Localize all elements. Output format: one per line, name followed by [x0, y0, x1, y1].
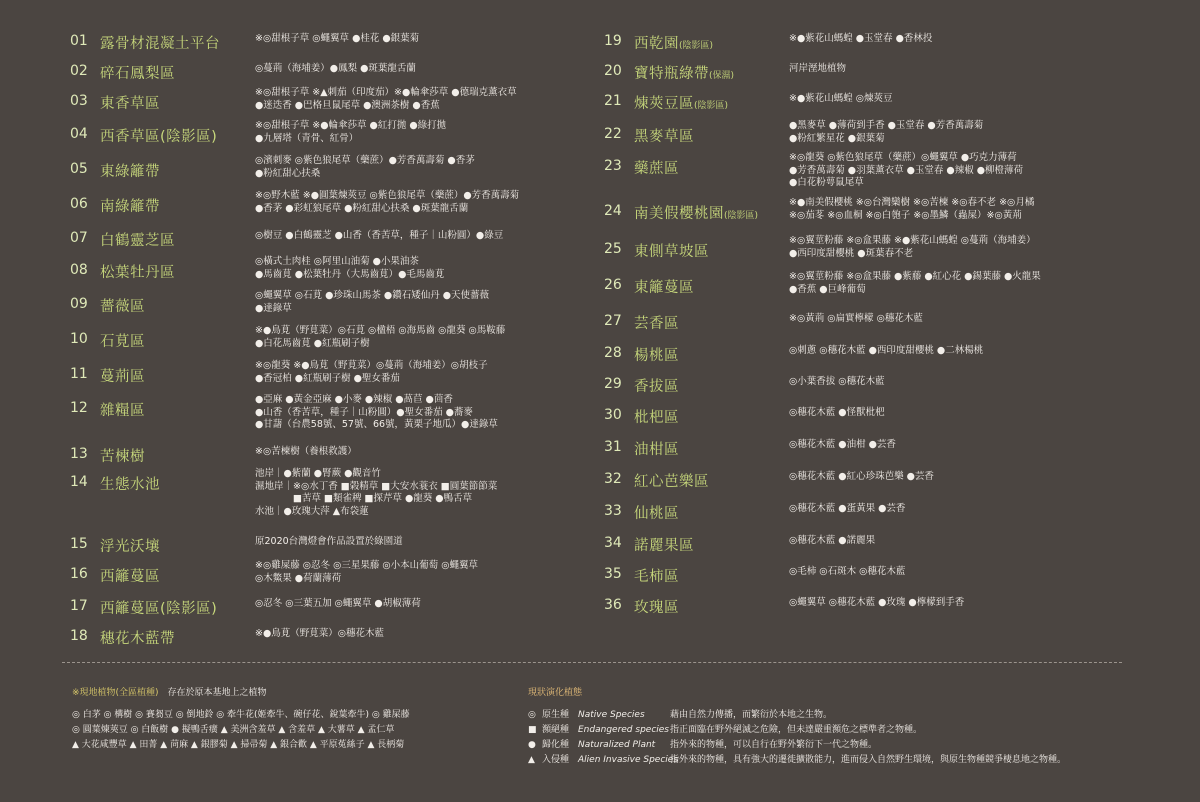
- zone-name: [634, 312, 679, 333]
- plant-line: ※◎甜根子草 ※▲刺茄（印度茄）※●輪傘莎草 ●德瑞克薰衣草: [255, 87, 517, 98]
- plant-line: ●香冠柏 ●紅瓶刷子樹 ●聖女番茄: [255, 372, 400, 384]
- zone-number: 15: [70, 536, 88, 552]
- plant-line: ●白花馬齒莧 ●紅瓶刷子樹: [255, 337, 370, 349]
- zone-name: [634, 32, 713, 53]
- right-column: [604, 0, 1164, 660]
- zone-number: 36: [604, 597, 622, 613]
- zone-name-text: 生態水池: [100, 477, 160, 493]
- zone-name-text: 苦楝樹: [100, 449, 145, 465]
- zone-name: [100, 627, 175, 648]
- zone-plant-list: [255, 256, 444, 281]
- zone-plant-list: [789, 471, 934, 484]
- zone-name-text: 白鶴靈芝區: [100, 233, 175, 249]
- zone-plant-list: [255, 33, 419, 46]
- plant-line: ●九層塔（青骨、紅骨）: [255, 132, 359, 144]
- zone-number: 34: [604, 535, 622, 551]
- status-description: 指外來的物種，可以自行在野外繁衍下一代之物種。: [670, 740, 878, 750]
- plant-line: ※◎苦楝樹（養根救護）: [255, 446, 357, 457]
- zone-name: [634, 92, 728, 113]
- zone-name: [100, 160, 160, 181]
- status-name: 歸化種: [542, 740, 570, 750]
- status-name-en: Endangered species: [578, 725, 669, 735]
- zone-plant-list: [789, 503, 905, 516]
- zone-name-text: 煉莢豆區: [634, 96, 694, 112]
- zone-plant-list: [789, 120, 983, 145]
- zone-number: 08: [70, 262, 88, 278]
- plant-line: 濕地岸｜※◎水丁香 ■榖精草 ■大安水蓑衣 ■圓葉節節菜: [255, 480, 498, 492]
- plant-line: ※◎翼莖粉藤 ※◎盒果藤 ※●紫花山螞蝗 ◎蔓荊（海埔姜）: [789, 235, 1036, 246]
- status-symbol: ▲: [528, 755, 535, 765]
- plant-line: ※●紫花山螞蝗 ●玉堂春 ●香林投: [789, 33, 933, 44]
- zone-name-text: 露骨材混凝土平台: [100, 36, 220, 52]
- zone-number: 07: [70, 230, 88, 246]
- zone-name: [634, 202, 758, 223]
- species-status-legend: [528, 686, 1148, 768]
- zone-number: 09: [70, 296, 88, 312]
- zone-number: 28: [604, 345, 622, 361]
- zone-plant-list: [255, 190, 519, 215]
- zone-name-note: (陰影區): [724, 211, 759, 221]
- status-name: 瀕絕種: [542, 725, 570, 735]
- existing-plants-line: ▲ 大花咸豐草 ▲ 田菁 ▲ 苘麻 ▲ 銀膠菊 ▲ 掃帚菊 ▲ 銀合歡 ▲ 平原菟絲子 ▲ 長柄菊: [72, 740, 405, 750]
- zone-name-text: 松葉牡丹區: [100, 265, 175, 281]
- species-status-rows: [528, 708, 1148, 768]
- zone-plant-list: [789, 235, 1036, 260]
- zone-name-note: (保濕): [709, 71, 735, 81]
- plant-line: 原2020台灣燈會作品設置於綠園道: [255, 536, 403, 547]
- plant-line: ●黑麥草 ●薄荷到手香 ●玉堂春 ●芳香萬壽菊: [789, 120, 984, 131]
- zone-name: [100, 92, 160, 113]
- zone-name-text: 薔薇區: [100, 299, 145, 315]
- zone-number: 21: [604, 93, 622, 109]
- species-status-row: [528, 753, 1148, 768]
- zone-name-text: 東側草坡區: [634, 244, 709, 260]
- status-symbol: ●: [528, 740, 536, 750]
- zone-plant-list: [255, 290, 489, 315]
- zone-name: [634, 534, 694, 555]
- status-symbol: ■: [528, 725, 537, 735]
- plant-line: ◎蠅翼草 ◎穗花木藍 ●玫瑰 ●檸檬到手香: [789, 597, 965, 608]
- plant-line: ●香茅 ●彩虹狼尾草 ●粉紅甜心扶桑 ●斑葉龍舌蘭: [255, 202, 469, 214]
- zone-name: [100, 125, 217, 146]
- zone-name-text: 碎石鳳梨區: [100, 66, 175, 82]
- plant-line: 河岸溼地植物: [789, 63, 847, 74]
- zone-name: [634, 438, 679, 459]
- plant-line: ●香蕉 ●巨峰葡萄: [789, 283, 866, 295]
- zone-number: 03: [70, 93, 88, 109]
- zone-plant-list: [255, 230, 503, 243]
- zone-name: [634, 406, 679, 427]
- status-name: 入侵種: [542, 755, 570, 765]
- zone-plant-list: [789, 93, 893, 106]
- plant-line: ●馬齒莧 ●松葉牡丹（大馬齒莧）●毛馬齒莧: [255, 268, 445, 280]
- zone-plant-list: [255, 536, 403, 549]
- zone-plant-list: [255, 394, 498, 432]
- zone-name-text: 諾麗果區: [634, 538, 694, 554]
- plant-line: ※◎黃荊 ◎扁實檸檬 ◎穗花木藍: [789, 313, 923, 324]
- zone-name-text: 西籬蔓區: [100, 569, 160, 585]
- zone-name-text: 芸香區: [634, 316, 679, 332]
- plant-line: ◎小葉香拔 ◎穗花木藍: [789, 376, 885, 387]
- zone-name-note: (陰影區): [694, 101, 729, 111]
- species-status-title: 現狀演化植態: [528, 688, 583, 698]
- zone-name: [100, 399, 145, 420]
- zone-plant-list: [789, 439, 896, 452]
- plant-line: ※◎龍葵 ※●鳥莧（野莧菜）◎蔓荊（海埔姜）◎胡枝子: [255, 360, 488, 371]
- status-name: 原生種: [542, 710, 570, 720]
- zone-name-text: 藥蔗區: [634, 161, 679, 177]
- zone-name: [100, 32, 220, 53]
- zone-number: 24: [604, 203, 622, 219]
- plant-line: ※◎雞屎藤 ◎忍冬 ◎三星果藤 ◎小本山葡萄 ◎蠅翼草: [255, 560, 478, 571]
- zone-name-text: 西籬蔓區(陰影區): [100, 601, 218, 617]
- status-description: 藉由自然力傳播，而繁衍於本地之生物。: [670, 710, 833, 720]
- zone-name: [100, 565, 160, 586]
- plant-line: ◎穗花木藍 ●蛋黃果 ●芸香: [789, 503, 906, 514]
- zone-name: [634, 565, 679, 586]
- zone-number: 19: [604, 33, 622, 49]
- plant-line: ※●紫花山螞蝗 ◎煉莢豆: [789, 93, 893, 104]
- zone-name: [100, 473, 160, 494]
- plant-line: 水池｜●玫瑰大萍 ▲布袋蓮: [255, 505, 369, 517]
- zone-name-text: 東籬蔓區: [634, 280, 694, 296]
- zone-name-text: 油柑區: [634, 442, 679, 458]
- species-status-row: [528, 723, 1148, 738]
- zone-plant-list: [789, 152, 1023, 190]
- zone-plant-list: [255, 325, 505, 350]
- zone-plant-list: [255, 120, 446, 145]
- zone-name: [634, 62, 734, 83]
- plant-line: ◎蔓荊（海埔姜）●鳳梨 ●斑葉龍舌蘭: [255, 63, 416, 74]
- plant-line: ◎刺蔥 ◎穗花木藍 ●西印度甜櫻桃 ●二林楊桃: [789, 345, 984, 356]
- zone-plant-list: [789, 535, 875, 548]
- zone-name: [634, 375, 679, 396]
- plant-line: ◎穗花木藍 ●油柑 ●芸香: [789, 439, 896, 450]
- zone-number: 06: [70, 196, 88, 212]
- zone-name-text: 南美假櫻桃園: [634, 206, 724, 222]
- plant-line: ◎毛柿 ◎石斑木 ◎穗花木藍: [789, 566, 906, 577]
- zone-plant-list: [255, 63, 416, 76]
- zone-number: 22: [604, 126, 622, 142]
- zone-name: [634, 276, 694, 297]
- zone-number: 13: [70, 446, 88, 462]
- plant-line: ●粉紅繁星花 ●銀葉菊: [789, 132, 885, 144]
- zone-number: 17: [70, 598, 88, 614]
- zone-number: 30: [604, 407, 622, 423]
- zone-plant-list: [789, 63, 846, 76]
- plant-line: ◎濱刺麥 ◎紫色狼尾草（藥蔗）●芳香萬壽菊 ●香茅: [255, 155, 475, 166]
- zone-plant-list: [789, 597, 964, 610]
- zone-name-text: 南綠籬帶: [100, 199, 160, 215]
- zone-name-text: 紅心芭樂區: [634, 474, 709, 490]
- zone-name: [634, 470, 709, 491]
- zone-name: [634, 240, 709, 261]
- plant-line: ※◎龍葵 ◎紫色狼尾草（藥蔗）◎蠅翼草 ●巧克力薄荷: [789, 152, 1017, 163]
- zone-plant-list: [789, 313, 923, 326]
- zone-plant-list: [789, 197, 1034, 222]
- zone-name: [100, 62, 175, 83]
- zone-name: [100, 195, 160, 216]
- zone-number: 02: [70, 63, 88, 79]
- zone-name-text: 毛柿區: [634, 569, 679, 585]
- zone-number: 20: [604, 63, 622, 79]
- plant-line: ●芳香萬壽菊 ●羽葉薰衣草 ●玉堂春 ●辣椒 ●柳橙薄荷: [789, 164, 1024, 176]
- zone-name-text: 雜糧區: [100, 403, 145, 419]
- zone-name: [100, 295, 145, 316]
- species-status-row: [528, 708, 1148, 723]
- zone-number: 35: [604, 566, 622, 582]
- plant-line: ※●南美假櫻桃 ※◎台灣欒樹 ※◎苦楝 ※◎春不老 ※◎月橘: [789, 197, 1035, 208]
- zone-number: 33: [604, 503, 622, 519]
- zone-plant-list: [255, 628, 384, 641]
- status-symbol: ◎: [528, 710, 536, 720]
- zone-name-text: 楊桃區: [634, 348, 679, 364]
- zone-name: [634, 344, 679, 365]
- zone-name: [634, 125, 694, 146]
- species-status-row: [528, 738, 1148, 753]
- zone-name: [100, 229, 175, 250]
- plant-line: ●甘藷（台農58號、57號、66號，黃栗子地瓜）●達錄草: [255, 419, 498, 430]
- zone-plant-list: [255, 598, 421, 611]
- zone-plant-list: [789, 407, 885, 420]
- zone-plant-list: [789, 271, 1041, 296]
- existing-plants-legend: [72, 686, 410, 753]
- status-description: 指外來的物種，具有強大的遷徙擴散能力，進而侵入自然野生環境，與原生物種競爭棲息地之物種。: [670, 755, 1067, 765]
- plant-line: ●西印度甜櫻桃 ●斑葉春不老: [789, 247, 914, 259]
- zone-name-text: 石莧區: [100, 334, 145, 350]
- zone-name: [100, 445, 145, 466]
- plant-line: ※◎甜根子草 ※●輪傘莎草 ●紅打拋 ●綠打拋: [255, 120, 447, 131]
- plant-line: ※◎野木藍 ※●圓葉煉莢豆 ◎紫色狼尾草（藥蔗）●芳香萬壽菊: [255, 190, 520, 201]
- zone-plant-list: [255, 155, 475, 180]
- zone-name-text: 玫瑰區: [634, 600, 679, 616]
- plant-line: ●山香（香苦草，種子｜山粉圓）●聖女番茄 ●蕎麥: [255, 406, 473, 418]
- status-name-en: Native Species: [578, 710, 645, 720]
- zone-plant-list: [255, 446, 357, 459]
- plant-line: ◎橫式土肉桂 ◎阿里山油菊 ●小果油茶: [255, 256, 419, 267]
- zone-plant-list: [255, 360, 488, 385]
- existing-plants-mark: ※現地植物(全區植種): [72, 688, 159, 698]
- plant-line: ●粉紅甜心扶桑: [255, 167, 321, 179]
- zone-name-text: 香拔區: [634, 379, 679, 395]
- plant-line: ◎樹豆 ●白鶴靈芝 ●山香（香苦草，種子｜山粉圓）●綠豆: [255, 230, 504, 241]
- zone-number: 12: [70, 400, 88, 416]
- zone-name-text: 寶特瓶綠帶: [634, 66, 709, 82]
- plant-line: ◎穗花木藍 ●諾麗果: [789, 535, 876, 546]
- section-divider: [62, 662, 1122, 663]
- zone-name-text: 蔓荊區: [100, 369, 145, 385]
- zone-name-text: 穗花木藍帶: [100, 631, 175, 647]
- plant-line: ◎忍冬 ◎三葉五加 ◎蠅翼草 ●胡椒薄荷: [255, 598, 421, 609]
- plant-line: ●亞麻 ●黃金亞麻 ●小麥 ●辣椒 ●萵苣 ●茴香: [255, 394, 453, 405]
- zone-number: 26: [604, 277, 622, 293]
- plant-line: ◎穗花木藍 ●紅心珍珠芭樂 ●芸香: [789, 471, 934, 482]
- plant-line: ●白花粉萼鼠尾草: [789, 177, 864, 188]
- zone-number: 23: [604, 158, 622, 174]
- zone-plant-list: [789, 345, 983, 358]
- zone-name: [100, 261, 175, 282]
- zone-name: [634, 596, 679, 617]
- zone-plant-list: [255, 560, 478, 585]
- zone-name-text: 西香草區(陰影區): [100, 129, 218, 145]
- zone-name: [100, 597, 217, 618]
- zone-number: 32: [604, 471, 622, 487]
- status-name-en: Naturalized Plant: [578, 740, 656, 750]
- plant-line: ◎木鱉果 ●荷蘭薄荷: [255, 572, 342, 584]
- existing-plants-heading: 存在於原本基地上之植物: [167, 688, 267, 698]
- status-name-en: Alien Invasive Species: [578, 755, 679, 765]
- plant-line: 池岸｜●紫蘭 ●腎蕨 ●觀音竹: [255, 468, 381, 479]
- zone-number: 31: [604, 439, 622, 455]
- zone-number: 18: [70, 628, 88, 644]
- zone-name: [634, 157, 679, 178]
- zone-name-note: (陰影區): [679, 41, 714, 51]
- zone-name: [100, 365, 145, 386]
- zone-name: [100, 330, 145, 351]
- zone-name: [634, 502, 679, 523]
- zone-name-text: 枇杷區: [634, 410, 679, 426]
- zone-plant-list: [789, 376, 885, 389]
- zone-number: 01: [70, 33, 88, 49]
- zone-number: 04: [70, 126, 88, 142]
- plant-line: ※◎翼莖粉藤 ※◎盒果藤 ●紫藤 ●紅心花 ●錫葉藤 ●火龍果: [789, 271, 1041, 282]
- zone-number: 25: [604, 241, 622, 257]
- zone-number: 29: [604, 376, 622, 392]
- zone-number: 10: [70, 331, 88, 347]
- existing-plants-line: ◎ 白茅 ◎ 構樹 ◎ 賽芻豆 ◎ 倒地鈴 ◎ 牽牛花(姬牽牛、碗仔花、銳葉牽牛) ◎ 雞屎藤: [72, 710, 410, 720]
- plant-line: ※●鳥莧（野莧菜）◎石莧 ◎楹梧 ◎海馬齒 ◎龍葵 ◎馬鞍藤: [255, 325, 506, 336]
- plant-line: ■苦草 ■類雀稗 ■探芹草 ●龍葵 ●鴨舌草: [255, 493, 473, 504]
- plant-line: ●達錄草: [255, 302, 292, 314]
- zone-name-text: 東綠籬帶: [100, 164, 160, 180]
- plant-line: ◎穗花木藍 ●怪獸枇杷: [789, 407, 885, 418]
- zone-plant-list: [255, 468, 497, 518]
- zone-name-text: 浮光沃壤: [100, 539, 160, 555]
- zone-number: 14: [70, 474, 88, 490]
- plant-line: ◎蠅翼草 ◎石莧 ●珍珠山馬茶 ●鑽石矮仙丹 ●天使薔薇: [255, 290, 490, 301]
- plant-line: ※◎茄苳 ※◎血桐 ※◎白匏子 ※◎墨鱗（蟲屎）※◎黃荊: [789, 209, 1022, 221]
- plant-line: ※●鳥莧（野莧菜）◎穗花木藍: [255, 628, 385, 639]
- zone-name: [100, 535, 160, 556]
- zone-number: 27: [604, 313, 622, 329]
- zone-name-text: 仙桃區: [634, 506, 679, 522]
- plant-line: ※◎甜根子草 ◎蠅翼草 ●桂花 ●銀葉菊: [255, 33, 420, 44]
- left-column: [70, 0, 540, 660]
- existing-plants-line: ◎ 圓葉煉莢豆 ◎ 白飯樹 ● 擬鴨舌癀 ▲ 美洲含羞草 ▲ 含羞草 ▲ 大薯草 ▲ 孟仁草: [72, 725, 395, 735]
- zone-number: 11: [70, 366, 88, 382]
- zone-number: 05: [70, 161, 88, 177]
- zone-name-text: 西乾園: [634, 36, 679, 52]
- zone-plant-list: [789, 33, 932, 46]
- status-description: 指正面臨在野外絕滅之危險，但未達嚴重瀕危之標準者之物種。: [670, 725, 923, 735]
- zone-plant-list: [789, 566, 905, 579]
- zone-name-text: 東香草區: [100, 96, 160, 112]
- zone-plant-list: [255, 87, 517, 112]
- plant-line: ●迷迭香 ●巴格旦鼠尾草 ●澳洲茶樹 ●香蕉: [255, 99, 440, 111]
- zone-number: 16: [70, 566, 88, 582]
- zone-name-text: 黑麥草區: [634, 129, 694, 145]
